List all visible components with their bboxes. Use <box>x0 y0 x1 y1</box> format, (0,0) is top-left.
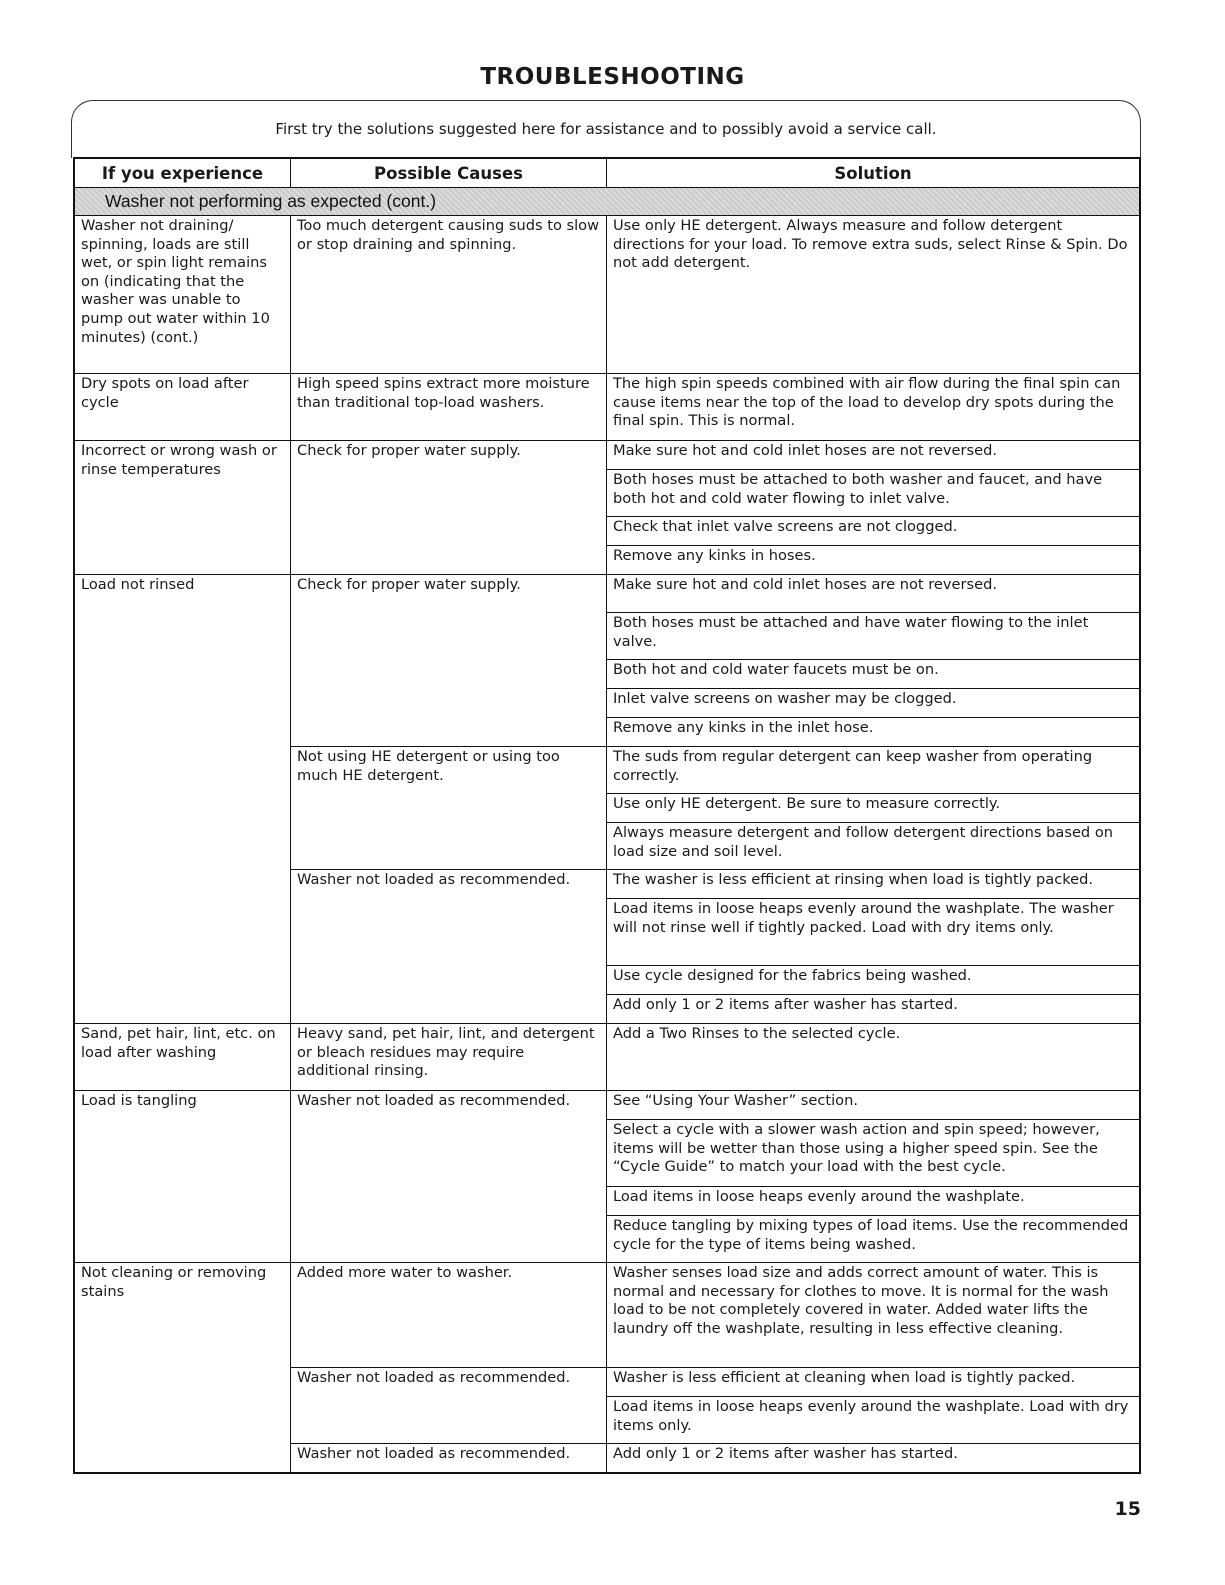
solution-cell: Washer senses load size and adds correct amount of water. This is normal and necessary for clothes to move. It is normal for the wash load to be not completely covered in water. Added water lifts the laundry off the washplate, resulting in less effective cleaning. <box>607 1263 1140 1368</box>
experience-cell: Load not rinsed <box>75 575 291 1024</box>
solution-cell: Use only HE detergent. Be sure to measure correctly. <box>607 794 1140 823</box>
solution-cell: Both hot and cold water faucets must be on. <box>607 660 1140 689</box>
solution-cell: Washer is less efficient at cleaning when load is tightly packed. <box>607 1368 1140 1397</box>
solution-cell: The suds from regular detergent can keep washer from operating correctly. <box>607 747 1140 794</box>
solution-cell: Use cycle designed for the fabrics being washed. <box>607 966 1140 995</box>
intro-text: First try the solutions suggested here for assistance and to possibly avoid a service call. <box>275 120 937 138</box>
solution-cell: Add only 1 or 2 items after washer has started. <box>607 1444 1140 1473</box>
solution-cell: Remove any kinks in hoses. <box>607 546 1140 575</box>
solution-cell: The washer is less efficient at rinsing when load is tightly packed. <box>607 870 1140 899</box>
cause-cell: Check for proper water supply. <box>291 575 607 747</box>
experience-cell: Dry spots on load after cycle <box>75 374 291 441</box>
solution-cell: Both hoses must be attached and have water flowing to the inlet valve. <box>607 613 1140 660</box>
header-solution: Solution <box>607 159 1140 188</box>
cause-cell: Added more water to washer. <box>291 1263 607 1368</box>
experience-cell: Sand, pet hair, lint, etc. on load after washing <box>75 1024 291 1091</box>
solution-cell: Add a Two Rinses to the selected cycle. <box>607 1024 1140 1091</box>
experience-cell: Not cleaning or removing stains <box>75 1263 291 1473</box>
solution-cell: Make sure hot and cold inlet hoses are not reversed. <box>607 575 1140 613</box>
cause-cell: Washer not loaded as recommended. <box>291 870 607 1024</box>
table-row <box>75 441 1140 470</box>
cause-cell: High speed spins extract more moisture than traditional top-load washers. <box>291 374 607 441</box>
cause-cell: Washer not loaded as recommended. <box>291 1444 607 1473</box>
table-row <box>75 575 1140 613</box>
experience-cell: Load is tangling <box>75 1091 291 1263</box>
solution-cell: Load items in loose heaps evenly around the washplate. The washer will not rinse well if tightly packed. Load with dry items only. <box>607 899 1140 966</box>
cause-cell: Washer not loaded as recommended. <box>291 1368 607 1444</box>
page-number: 15 <box>1114 1498 1141 1520</box>
cause-cell: Too much detergent causing suds to slow or stop draining and spinning. <box>291 216 607 374</box>
solution-cell: Inlet valve screens on washer may be clogged. <box>607 689 1140 718</box>
solution-cell: The high spin speeds combined with air flow during the final spin can cause items near the top of the load to develop dry spots during the final spin. This is normal. <box>607 374 1140 441</box>
solution-cell: Use only HE detergent. Always measure and follow detergent directions for your load. To remove extra suds, select Rinse & Spin. Do not add detergent. <box>607 216 1140 374</box>
header-experience: If you experience <box>75 159 291 188</box>
solution-cell: See “Using Your Washer” section. <box>607 1091 1140 1120</box>
cause-cell: Not using HE detergent or using too much HE detergent. <box>291 747 607 870</box>
cause-cell: Heavy sand, pet hair, lint, and detergent or bleach residues may require additional rinsing. <box>291 1024 607 1091</box>
solution-cell: Select a cycle with a slower wash action and spin speed; however, items will be wetter than those using a higher speed spin. See the “Cycle Guide” to match your load with the best cycle. <box>607 1120 1140 1187</box>
table-row <box>75 374 1140 441</box>
solution-cell: Make sure hot and cold inlet hoses are not reversed. <box>607 441 1140 470</box>
header-causes: Possible Causes <box>291 159 607 188</box>
cause-cell: Check for proper water supply. <box>291 441 607 575</box>
table-header-row <box>75 159 1140 188</box>
solution-cell: Reduce tangling by mixing types of load items. Use the recommended cycle for the type of items being washed. <box>607 1216 1140 1263</box>
solution-cell: Load items in loose heaps evenly around the washplate. <box>607 1187 1140 1216</box>
section-band: Washer not performing as expected (cont.) <box>75 188 1140 216</box>
table-row <box>75 1091 1140 1120</box>
table-row <box>75 1263 1140 1368</box>
solution-cell: Load items in loose heaps evenly around the washplate. Load with dry items only. <box>607 1397 1140 1444</box>
solution-cell: Add only 1 or 2 items after washer has started. <box>607 995 1140 1024</box>
solution-cell: Both hoses must be attached to both washer and faucet, and have both hot and cold water flowing to inlet valve. <box>607 470 1140 517</box>
experience-cell: Washer not draining/ spinning, loads are still wet, or spin light remains on (indicating that the washer was unable to pump out water within 10 minutes) (cont.) <box>75 216 291 374</box>
troubleshooting-table <box>73 157 1141 1474</box>
page-title: TROUBLESHOOTING <box>480 64 745 90</box>
cause-cell: Washer not loaded as recommended. <box>291 1091 607 1263</box>
solution-cell: Check that inlet valve screens are not clogged. <box>607 517 1140 546</box>
table-row <box>75 216 1140 374</box>
experience-cell: Incorrect or wrong wash or rinse temperatures <box>75 441 291 575</box>
section-band-row <box>75 188 1140 216</box>
solution-cell: Always measure detergent and follow detergent directions based on load size and soil level. <box>607 823 1140 870</box>
table-row <box>75 1024 1140 1091</box>
solution-cell: Remove any kinks in the inlet hose. <box>607 718 1140 747</box>
